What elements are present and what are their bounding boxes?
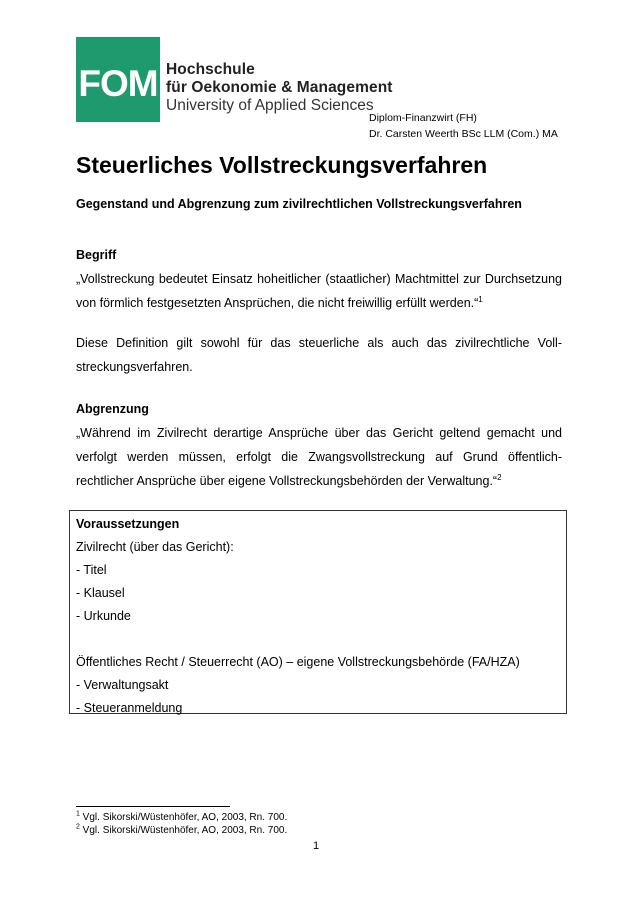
list-item: - Klausel bbox=[76, 586, 125, 600]
logo-mark: FOM bbox=[78, 62, 158, 104]
abgrenzung-quote: „Während im Zivilrecht derartige Ansprüche über das Gericht geltend gemacht und verfolgt werden müssen, erfolgt die Zwangsvollstreckung auf Grund öffentlich-rechtlicher Ansprüche über eigene Vollstreckungsbehörden der Verwaltung.“$^2$ bbox=[76, 426, 562, 488]
section-begriff bbox=[76, 243, 562, 315]
zivilrecht-label: Zivilrecht (über das Gericht): bbox=[76, 540, 234, 554]
logo-line-2: für Oekonomie & Management bbox=[166, 79, 393, 96]
oeffentliches-recht-label: Öffentliches Recht / Steuerrecht (AO) – eigene Vollstreckungsbehörde (FA/HZA) bbox=[76, 655, 520, 669]
logo-line-1: Hochschule bbox=[166, 61, 255, 78]
abgrenzung-heading: Abgrenzung bbox=[76, 402, 149, 416]
voraussetzungen-heading: Voraussetzungen bbox=[76, 517, 180, 531]
section-abgrenzung bbox=[76, 397, 562, 493]
footnote-divider bbox=[76, 806, 230, 807]
page-number: 1 bbox=[313, 840, 320, 852]
spacer bbox=[76, 628, 560, 651]
author-block bbox=[369, 110, 558, 142]
author-name: Dr. Carsten Weerth BSc LLM (Com.) MA bbox=[369, 128, 558, 140]
fom-logo bbox=[76, 37, 160, 122]
begriff-heading: Begriff bbox=[76, 248, 117, 262]
list-item: - Urkunde bbox=[76, 609, 131, 623]
page-subtitle: Gegenstand und Abgrenzung zum zivilrechtlichen Vollstreckungsverfahren bbox=[76, 197, 522, 211]
logo-text-block bbox=[166, 61, 393, 115]
begriff-quote: „Vollstreckung bedeutet Einsatz hoheitlicher (staatlicher) Machtmittel zur Durchsetzung von förmlich festgesetzten Ansprüchen, die nicht freiwillig erfüllt werden.“$^1$ bbox=[76, 272, 562, 310]
page-title: Steuerliches Vollstreckungsverfahren bbox=[76, 152, 488, 178]
voraussetzungen-box bbox=[69, 510, 567, 714]
author-degree: Diplom-Finanzwirt (FH) bbox=[369, 112, 477, 124]
list-item: - Titel bbox=[76, 563, 107, 577]
list-item: - Verwaltungsakt bbox=[76, 678, 169, 692]
definition-paragraph: Diese Definition gilt sowohl für das steuerliche als auch das zivilrechtliche Vollstreckungsverfahren. bbox=[76, 336, 562, 374]
logo-line-3: University of Applied Sciences bbox=[166, 97, 374, 114]
footnote-ref-1[interactable]: 1 bbox=[478, 294, 483, 304]
footnote-2: $^2$ Vgl. Sikorski/Wüstenhöfer, AO, 2003, Rn. 700. bbox=[76, 823, 288, 836]
list-item: - Steueranmeldung bbox=[76, 701, 183, 715]
section-definition bbox=[76, 331, 562, 379]
footnote-1: $^1$ Vgl. Sikorski/Wüstenhöfer, AO, 2003, Rn. 700. bbox=[76, 810, 288, 823]
footnote-ref-2[interactable]: 2 bbox=[497, 472, 502, 482]
footnotes bbox=[76, 811, 287, 837]
